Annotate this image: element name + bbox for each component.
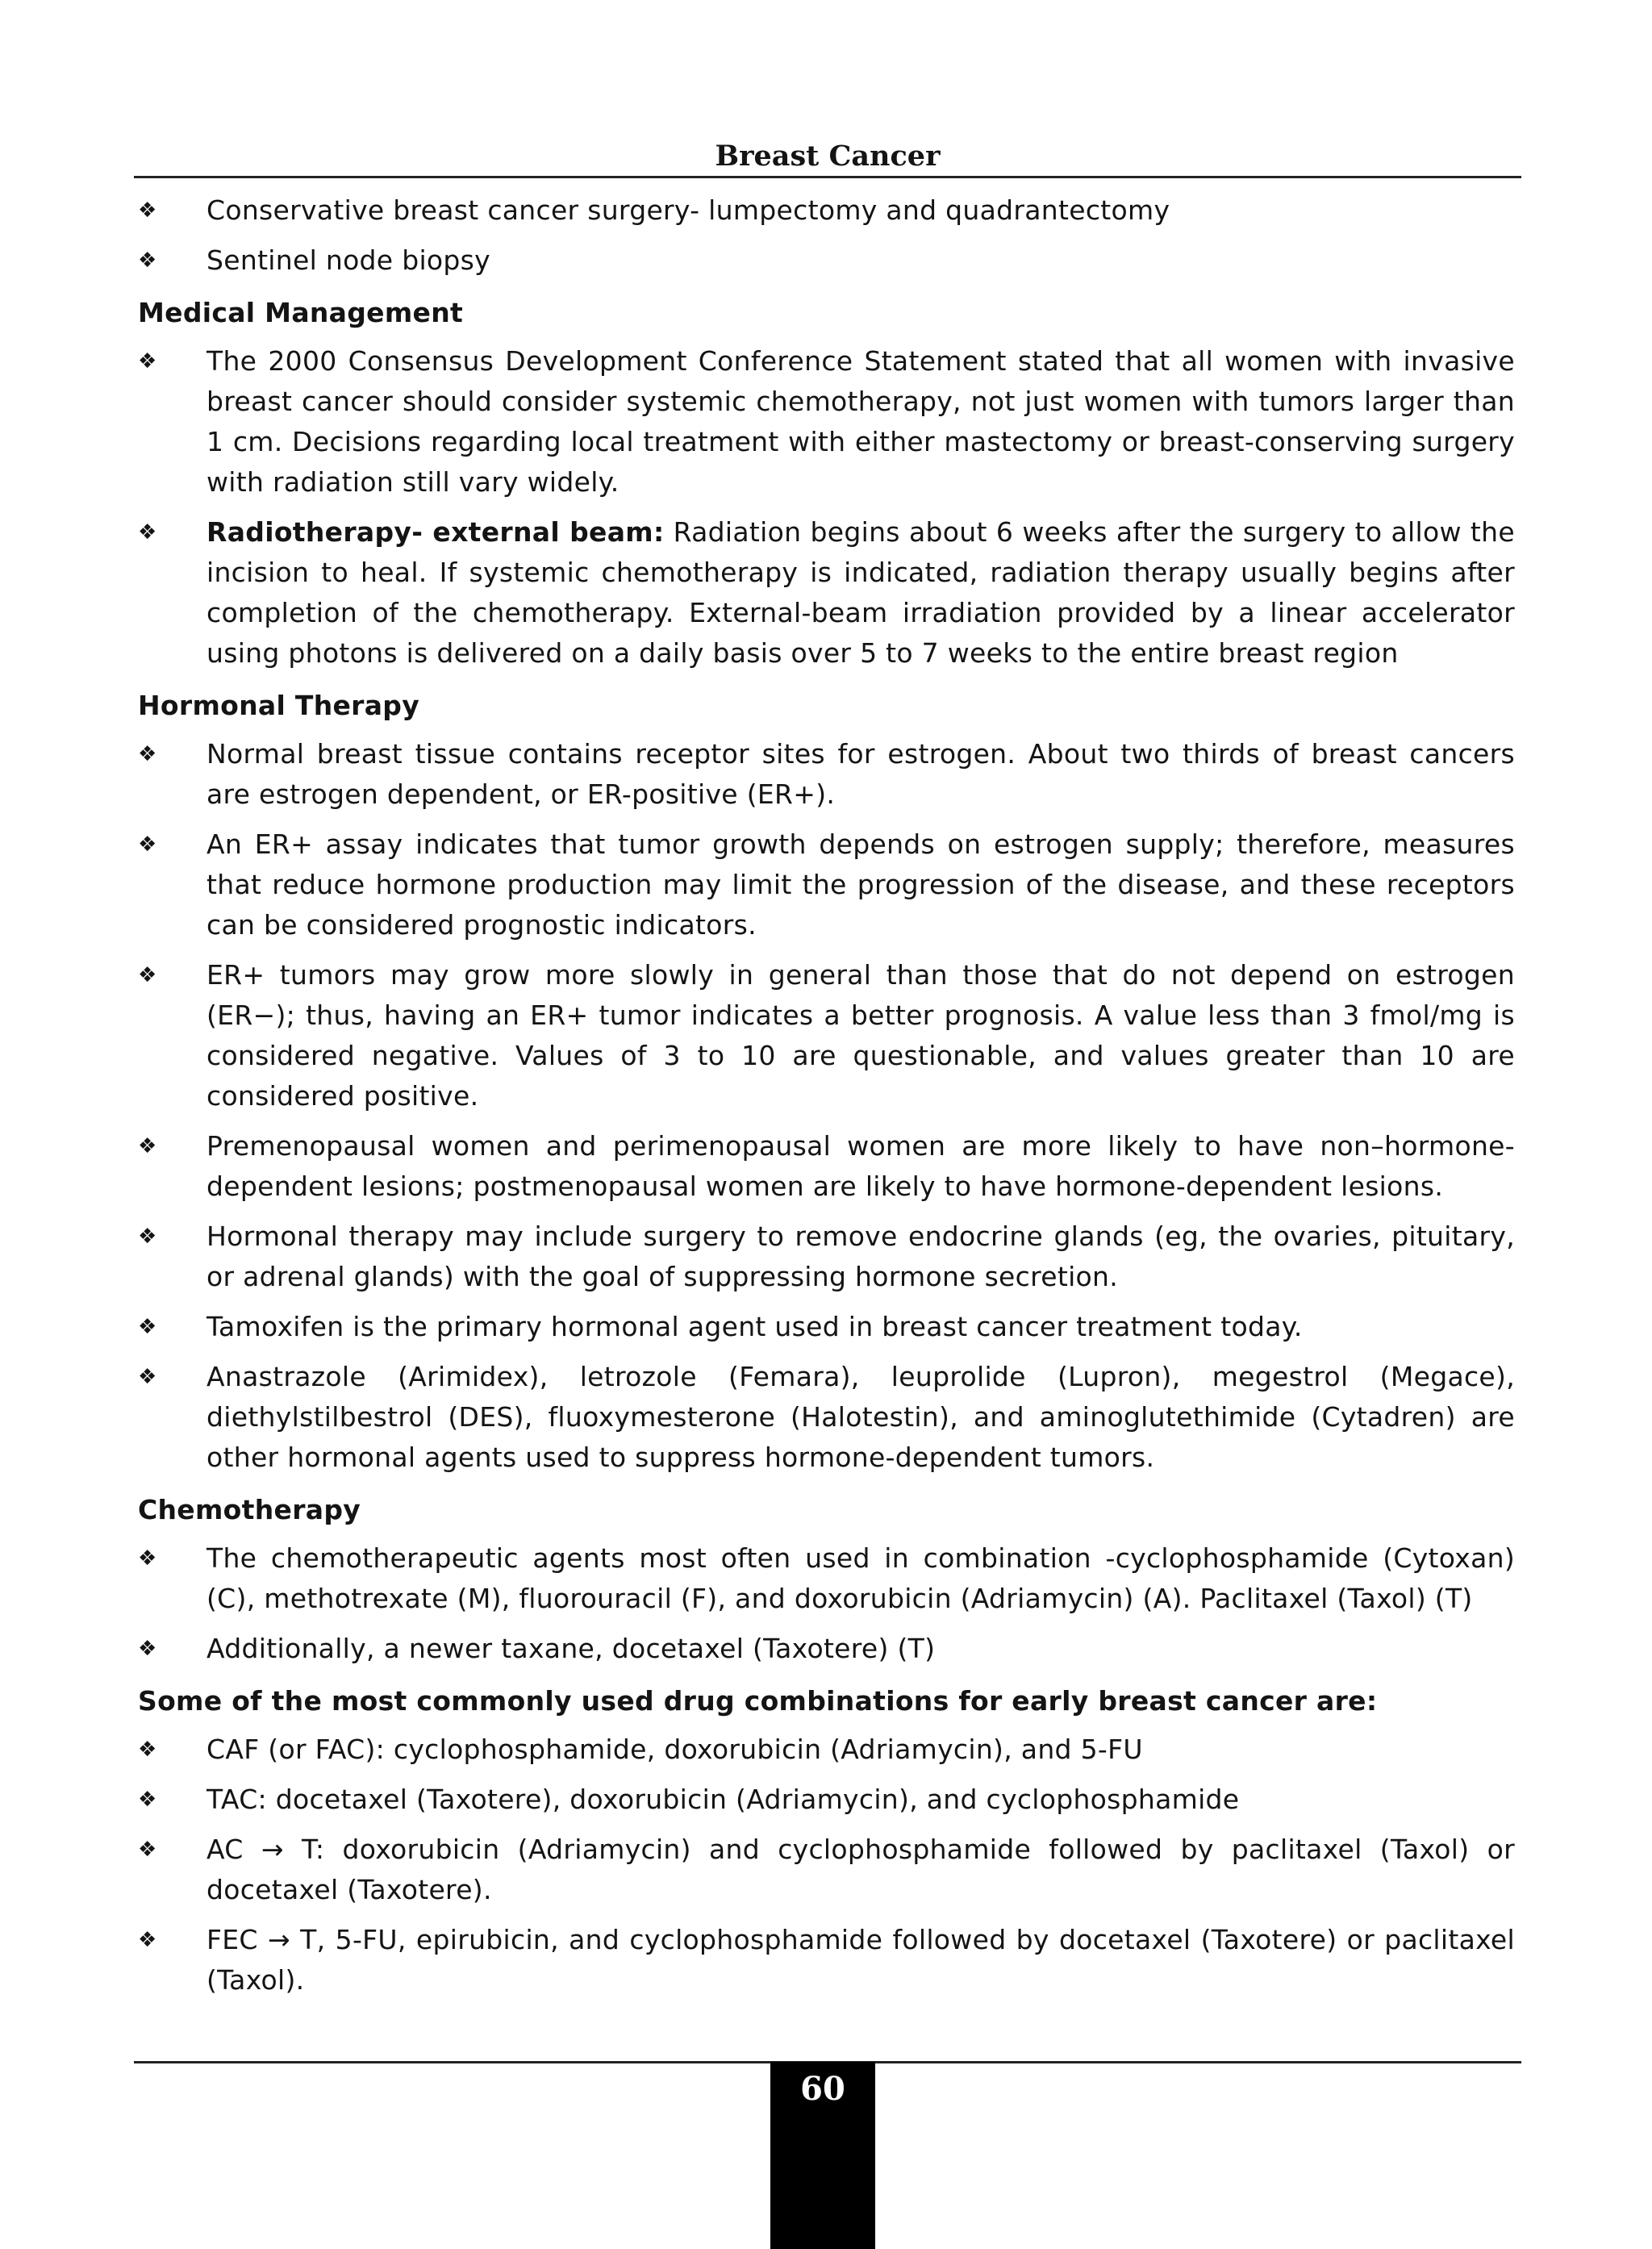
section-heading: Hormonal Therapy xyxy=(138,690,420,721)
section-heading: Some of the most commonly used drug combinations for early breast cancer are: xyxy=(138,1685,1378,1717)
header-rule xyxy=(134,176,1521,178)
diamond-bullet-icon: ❖ xyxy=(138,248,157,273)
diamond-bullet-icon: ❖ xyxy=(138,742,157,766)
list-item xyxy=(138,240,1515,281)
item-text: CAF (or FAC): cyclophosphamide, doxorubicin (Adriamycin), and 5-FU xyxy=(206,1734,1143,1765)
page-number-tab xyxy=(770,2062,875,2249)
list-item xyxy=(138,341,1515,503)
item-text: Premenopausal women and perimenopausal women are more likely to have non–hormone-dependent lesions; postmenopausal women are likely to have hormone-dependent lesions. xyxy=(206,1130,1515,1202)
diamond-bullet-icon: ❖ xyxy=(138,1637,157,1661)
item-text: AC → T: doxorubicin (Adriamycin) and cyclophosphamide followed by paclitaxel (Taxol) or docetaxel (Taxotere). xyxy=(206,1834,1515,1905)
diamond-bullet-icon: ❖ xyxy=(138,963,157,987)
item-text: ER+ tumors may grow more slowly in general than those that do not depend on estrogen (ER−); thus, having an ER+ tumor indicates a better prognosis. A value less than 3 fmol/mg is considered negative. Values of 3 to 10 are questionable, and values greater than 10 are considered positive. xyxy=(206,959,1515,1112)
running-header: Breast Cancer xyxy=(715,140,941,173)
list-item xyxy=(138,190,1515,231)
item-text: Conservative breast cancer surgery- lumpectomy and quadrantectomy xyxy=(206,194,1170,226)
item-text: The chemotherapeutic agents most often used in combination -cyclophosphamide (Cytoxan) (C), methotrexate (M), fluorouracil (F), and doxorubicin (Adriamycin) (A). Paclitaxel (Taxol) (T) xyxy=(206,1542,1515,1614)
diamond-bullet-icon: ❖ xyxy=(138,349,157,373)
page-number: 60 xyxy=(800,2070,845,2108)
diamond-bullet-icon: ❖ xyxy=(138,1738,157,1762)
list-item xyxy=(138,1126,1515,1207)
diamond-bullet-icon: ❖ xyxy=(138,1928,157,1952)
diamond-bullet-icon: ❖ xyxy=(138,1315,157,1339)
list-item xyxy=(138,1629,1515,1669)
list-item xyxy=(138,1357,1515,1478)
diamond-bullet-icon: ❖ xyxy=(138,1134,157,1158)
diamond-bullet-icon: ❖ xyxy=(138,1225,157,1249)
diamond-bullet-icon: ❖ xyxy=(138,832,157,857)
list-item xyxy=(138,1307,1515,1347)
item-text: An ER+ assay indicates that tumor growth depends on estrogen supply; therefore, measures that reduce hormone production may limit the progression of the disease, and these receptors can be considered prognostic indicators. xyxy=(206,828,1515,941)
list-item xyxy=(138,824,1515,945)
list-item xyxy=(138,1538,1515,1619)
diamond-bullet-icon: ❖ xyxy=(138,1365,157,1389)
diamond-bullet-icon: ❖ xyxy=(138,198,157,223)
diamond-bullet-icon: ❖ xyxy=(138,1838,157,1862)
item-text: Additionally, a newer taxane, docetaxel (Taxotere) (T) xyxy=(206,1633,936,1664)
item-text: Radiation begins about 6 weeks after the surgery to allow the incision to heal. If systemic chemotherapy is indicated, radiation therapy usually begins after completion of the chemotherapy. External-beam irradiation provided by a linear accelerator using photons is delivered on a daily basis over 5 to 7 weeks to the entire breast region xyxy=(206,516,1515,669)
page-content xyxy=(138,190,1515,2010)
item-text: The 2000 Consensus Development Conference Statement stated that all women with invasive breast cancer should consider systemic chemotherapy, not just women with tumors larger than 1 cm. Decisions regarding local treatment with either mastectomy or breast-conserving surgery with radiation still vary widely. xyxy=(206,345,1515,498)
section-heading: Chemotherapy xyxy=(138,1494,361,1525)
item-text: TAC: docetaxel (Taxotere), doxorubicin (Adriamycin), and cyclophosphamide xyxy=(206,1784,1240,1815)
item-text: Normal breast tissue contains receptor sites for estrogen. About two thirds of breast cancers are estrogen dependent, or ER-positive (ER+). xyxy=(206,738,1515,810)
diamond-bullet-icon: ❖ xyxy=(138,1788,157,1812)
list-item xyxy=(138,1216,1515,1297)
item-text: Anastrazole (Arimidex), letrozole (Femara), leuprolide (Lupron), megestrol (Megace), diethylstilbestrol (DES), fluoxymesterone (Halotestin), and aminoglutethimide (Cytadren) are other hormonal agents used to suppress hormone-dependent tumors. xyxy=(206,1361,1515,1473)
list-item xyxy=(138,512,1515,674)
section-heading: Medical Management xyxy=(138,297,464,328)
list-item xyxy=(138,1780,1515,1820)
item-text: Sentinel node biopsy xyxy=(206,244,490,276)
list-item xyxy=(138,1730,1515,1770)
item-text: FEC → T, 5-FU, epirubicin, and cyclophosphamide followed by docetaxel (Taxotere) or paclitaxel (Taxol). xyxy=(206,1924,1515,1996)
list-item xyxy=(138,1830,1515,1910)
item-lead-text: Radiotherapy- external beam: xyxy=(206,516,665,548)
diamond-bullet-icon: ❖ xyxy=(138,1546,157,1571)
diamond-bullet-icon: ❖ xyxy=(138,520,157,545)
item-text: Hormonal therapy may include surgery to remove endocrine glands (eg, the ovaries, pituitary, or adrenal glands) with the goal of suppressing hormone secretion. xyxy=(206,1220,1515,1292)
list-item xyxy=(138,734,1515,815)
item-text: Tamoxifen is the primary hormonal agent used in breast cancer treatment today. xyxy=(206,1311,1303,1342)
list-item xyxy=(138,1920,1515,2001)
list-item xyxy=(138,955,1515,1116)
